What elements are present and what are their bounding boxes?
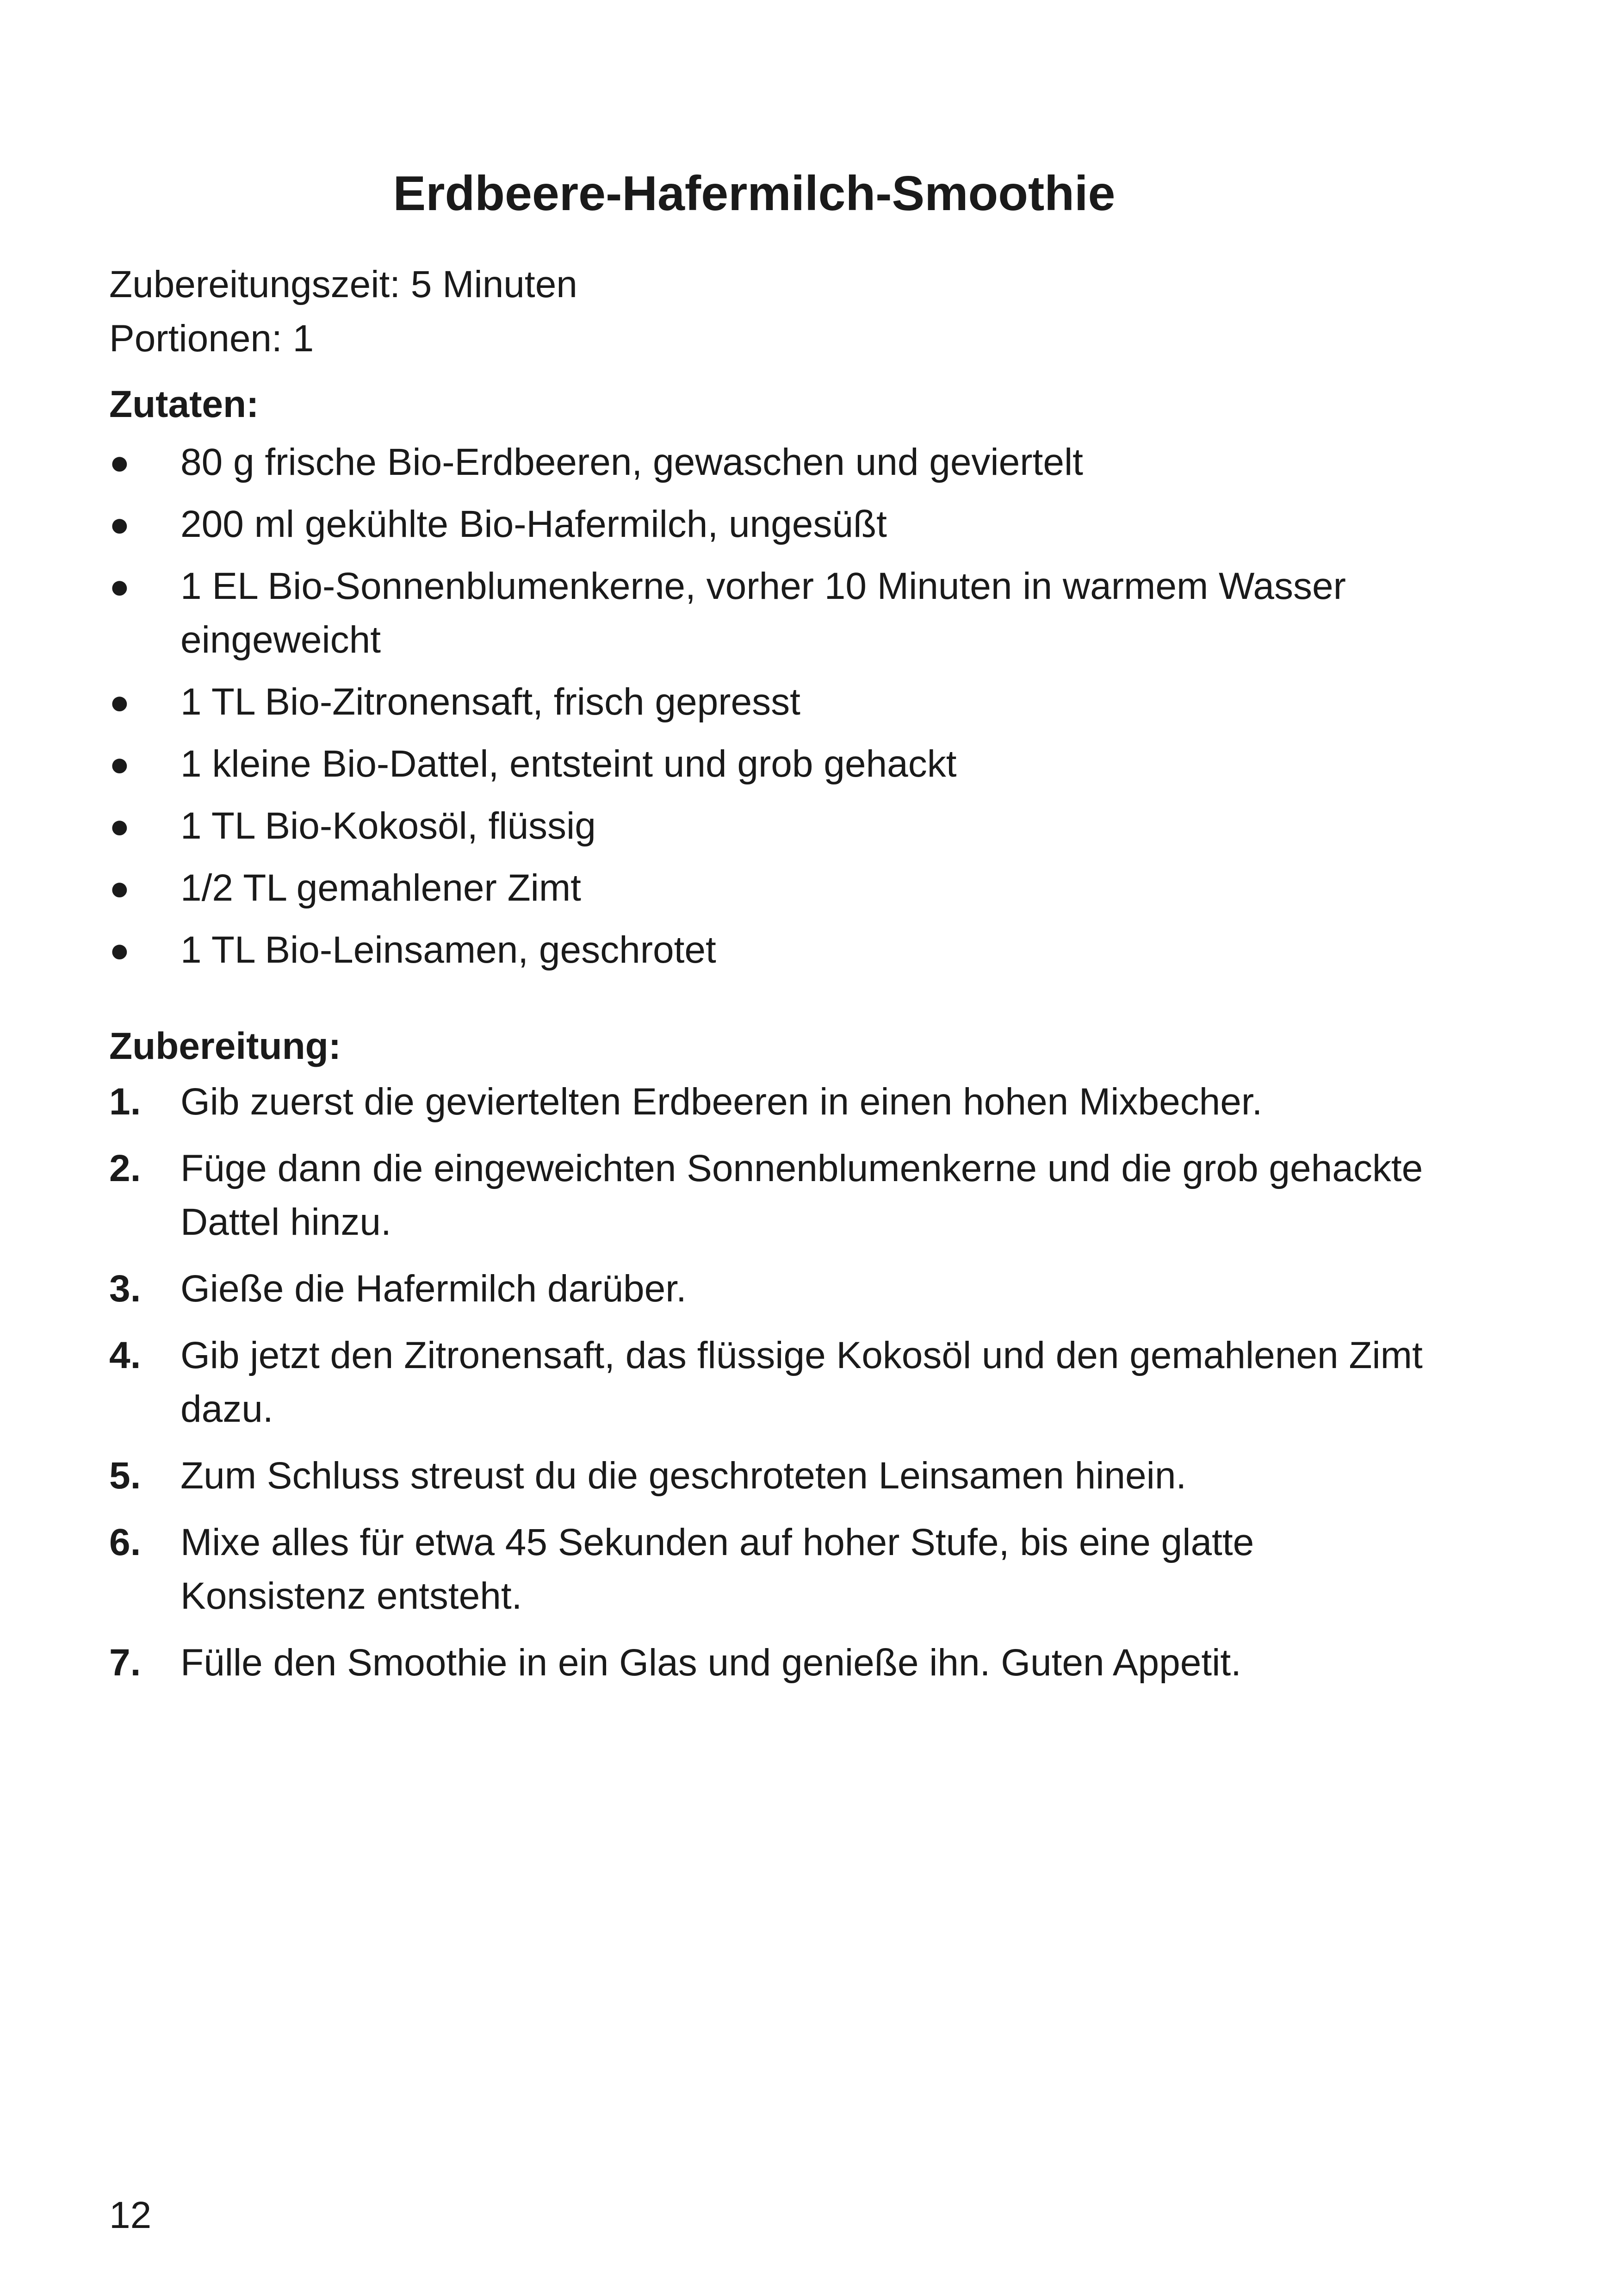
step-number: 4. — [109, 1334, 141, 1376]
ingredient-item: ● 1 EL Bio-Sonnenblumenkerne, vorher 10 Minuten in warmem Wasser eingeweicht — [109, 560, 1423, 667]
bullet-icon: ● — [109, 567, 130, 605]
bullet-icon: ● — [109, 443, 130, 481]
step-item: 4. Gib jetzt den Zitronensaft, das flüssige Kokosöl und den gemahlenen Zimt dazu. — [109, 1329, 1423, 1436]
ingredient-item: ● 1 TL Bio-Zitronensaft, frisch gepresst — [109, 675, 1423, 729]
step-number: 7. — [109, 1642, 141, 1684]
step-item: 5. Zum Schluss streust du die geschroteten Leinsamen hinein. — [109, 1449, 1423, 1503]
ingredients-heading: Zutaten: — [109, 383, 259, 425]
recipe-title: Erdbeere-Hafermilch-Smoothie — [393, 166, 1116, 221]
page-number: 12 — [109, 2194, 152, 2236]
step-number: 6. — [109, 1521, 141, 1563]
preparation-steps — [109, 1075, 1423, 1703]
step-item: 2. Füge dann die eingeweichten Sonnenblumenkerne und die grob gehackte Dattel hinzu. — [109, 1142, 1423, 1249]
bullet-icon: ● — [109, 683, 130, 721]
ingredient-item: ● 1 TL Bio-Leinsamen, geschrotet — [109, 923, 1423, 977]
step-item: 3. Gieße die Hafermilch darüber. — [109, 1262, 1423, 1316]
step-number: 3. — [109, 1268, 141, 1310]
preparation-heading: Zubereitung: — [109, 1025, 341, 1067]
ingredient-item: ● 1 kleine Bio-Dattel, entsteint und grob gehackt — [109, 737, 1423, 791]
step-number: 5. — [109, 1455, 141, 1497]
ingredients-list — [109, 436, 1423, 985]
step-item: 1. Gib zuerst die geviertelten Erdbeeren in einen hohen Mixbecher. — [109, 1075, 1423, 1129]
prep-time: Zubereitungszeit: 5 Minuten — [109, 263, 577, 305]
bullet-icon: ● — [109, 807, 130, 845]
ingredient-item: ● 1/2 TL gemahlener Zimt — [109, 861, 1423, 915]
step-number: 1. — [109, 1081, 141, 1123]
step-number: 2. — [109, 1147, 141, 1189]
recipe-meta — [109, 257, 577, 366]
servings: Portionen: 1 — [109, 317, 314, 360]
bullet-icon: ● — [109, 869, 130, 907]
ingredient-item: ● 200 ml gekühlte Bio-Hafermilch, ungesüßt — [109, 498, 1423, 551]
bullet-icon: ● — [109, 931, 130, 969]
ingredient-item: ● 1 TL Bio-Kokosöl, flüssig — [109, 799, 1423, 853]
bullet-icon: ● — [109, 745, 130, 783]
ingredient-item: ● 80 g frische Bio-Erdbeeren, gewaschen und geviertelt — [109, 436, 1423, 489]
bullet-icon: ● — [109, 505, 130, 543]
step-item: 7. Fülle den Smoothie in ein Glas und genieße ihn. Guten Appetit. — [109, 1636, 1423, 1690]
step-item: 6. Mixe alles für etwa 45 Sekunden auf hoher Stufe, bis eine glatte Konsistenz entsteht. — [109, 1516, 1423, 1623]
